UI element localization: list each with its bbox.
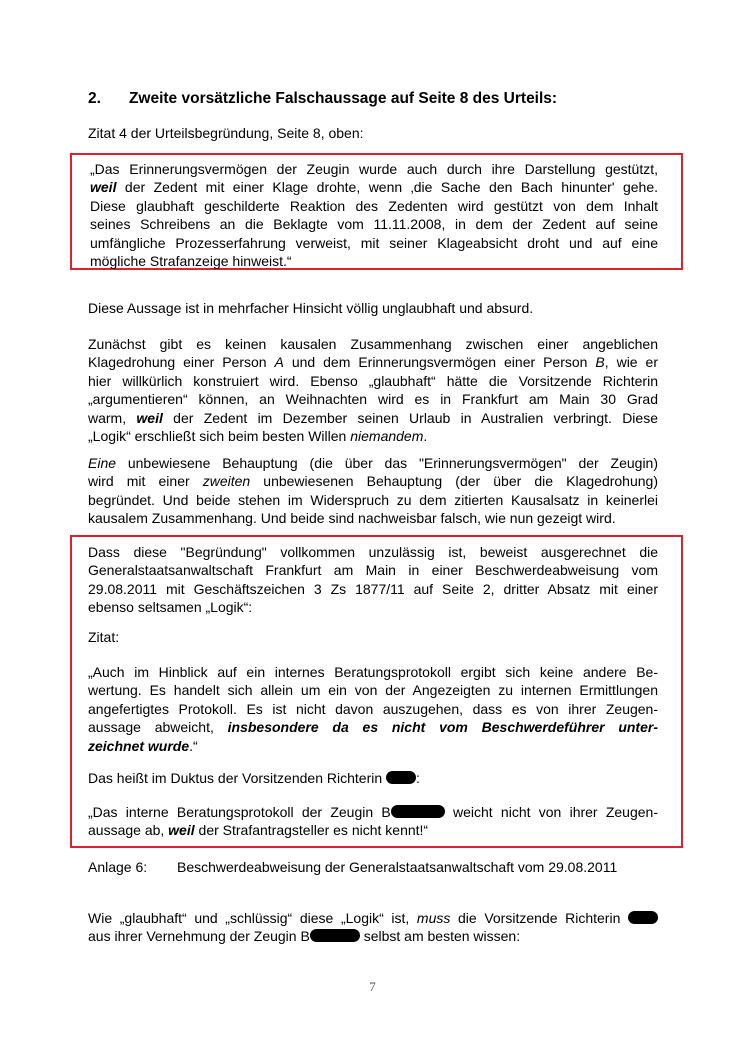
duktus-line: Das heißt im Duktus der Vorsitzenden Richterin : bbox=[88, 770, 420, 786]
paragraph-3: Eine unbewiesene Behauptung (die über das "Erinnerungsvermögen" der Zeugin) wird mit einer zweiten unbewiesenen Behauptung (der über die Klagedrohung) begründet. Und beide stehen im Widerspruch zu dem zitierten Kausalsatz in keinerlei kausalem Zusammenhang. Und beide sind nachweisbar falsch, wie nun gezeigt wird. bbox=[88, 455, 658, 527]
anlage-text: Beschwerdeabweisung der Generalstaatsanwaltschaft vom 29.08.2011 bbox=[177, 859, 618, 875]
redaction-mark bbox=[391, 805, 445, 818]
quote-1: „Das Erinnerungsvermögen der Zeugin wurde auch durch ihre Darstellung gestützt, weil der Zedent mit einer Klage drohte, wenn ‚die Sache den Bach hinunter' gehe. Diese glaubhaft geschilderte Reaktion des Zedenten wird gestützt von dem Inhalt seines Schreibens an die Beklagte vom 11.11.2008, in dem der Zedent auf seine umfängliche Prozesserfahrung verweist, mit seiner Klageabsicht droht und auf eine mögliche Strafanzeige hinweist.“ bbox=[90, 161, 658, 270]
section-heading bbox=[88, 90, 658, 108]
redaction-mark bbox=[386, 771, 416, 784]
intro-line: Zitat 4 der Urteilsbegründung, Seite 8, oben: bbox=[88, 125, 364, 141]
paragraph-1: Diese Aussage ist in mehrfacher Hinsicht völlig unglaubhaft und absurd. bbox=[88, 300, 534, 316]
section-title: Zweite vorsätzliche Falschaussage auf Seite 8 des Urteils: bbox=[128, 90, 558, 107]
section-number: 2. bbox=[88, 90, 101, 107]
final-paragraph: Wie „glaubhaft“ und „schlüssig“ diese „Logik“ ist, muss die Vorsitzende Richterin aus ihrer Vernehmung der Zeugin B selbst am besten wissen: bbox=[88, 909, 658, 946]
anlage-label: Anlage 6: bbox=[88, 859, 148, 875]
box2-paragraph: Dass diese "Begründung" vollkommen unzulässig ist, beweist ausgerechnet die Generalstaatsanwaltschaft Frankfurt am Main in einer Beschwerdeabweisung vom 29.08.2011 mit Geschäftszeichen 3 Zs 1877/11 auf Seite 2, dritter Absatz mit einer ebenso seltsamen „Logik“: bbox=[88, 544, 658, 616]
redaction-mark bbox=[310, 929, 360, 942]
gsta-quote: „Auch im Hinblick auf ein internes Beratungsprotokoll ergibt sich keine andere Be- wertung. Es handelt sich allein um ein von der Angezeigten zu internen Ermittlungen angefertigtes Protokoll. Es ist nicht davon auszugehen, dass es von ihrer Zeugen- aussage abweicht, insbesondere da es nicht vom Beschwerdeführer unter- zeichnet wurde.“ bbox=[88, 664, 658, 754]
interne-quote: „Das interne Beratungsprotokoll der Zeugin B weicht nicht von ihrer Zeugen- aussage ab, weil der Strafantragsteller es nicht kennt!“ bbox=[88, 804, 658, 839]
anlage-line bbox=[88, 858, 658, 876]
paragraph-2: Zunächst gibt es keinen kausalen Zusammenhang zwischen einer angeblichen Klagedrohung einer Person A und dem Erinnerungsvermögen einer Person B, wie er hier willkürlich konstruiert wird. Ebenso „glaubhaft“ hätte die Vorsitzende Richterin „argumentieren“ können, an Weihnachten wird es in Frankfurt am Main 30 Grad warm, weil der Zedent im Dezember seinen Urlaub in Australien verbringt. Diese „Logik“ erschließt sich beim besten Willen niemandem. bbox=[88, 336, 658, 445]
page-number: 7 bbox=[369, 979, 376, 994]
redaction-mark bbox=[628, 911, 658, 924]
zitat-label: Zitat: bbox=[88, 629, 120, 645]
